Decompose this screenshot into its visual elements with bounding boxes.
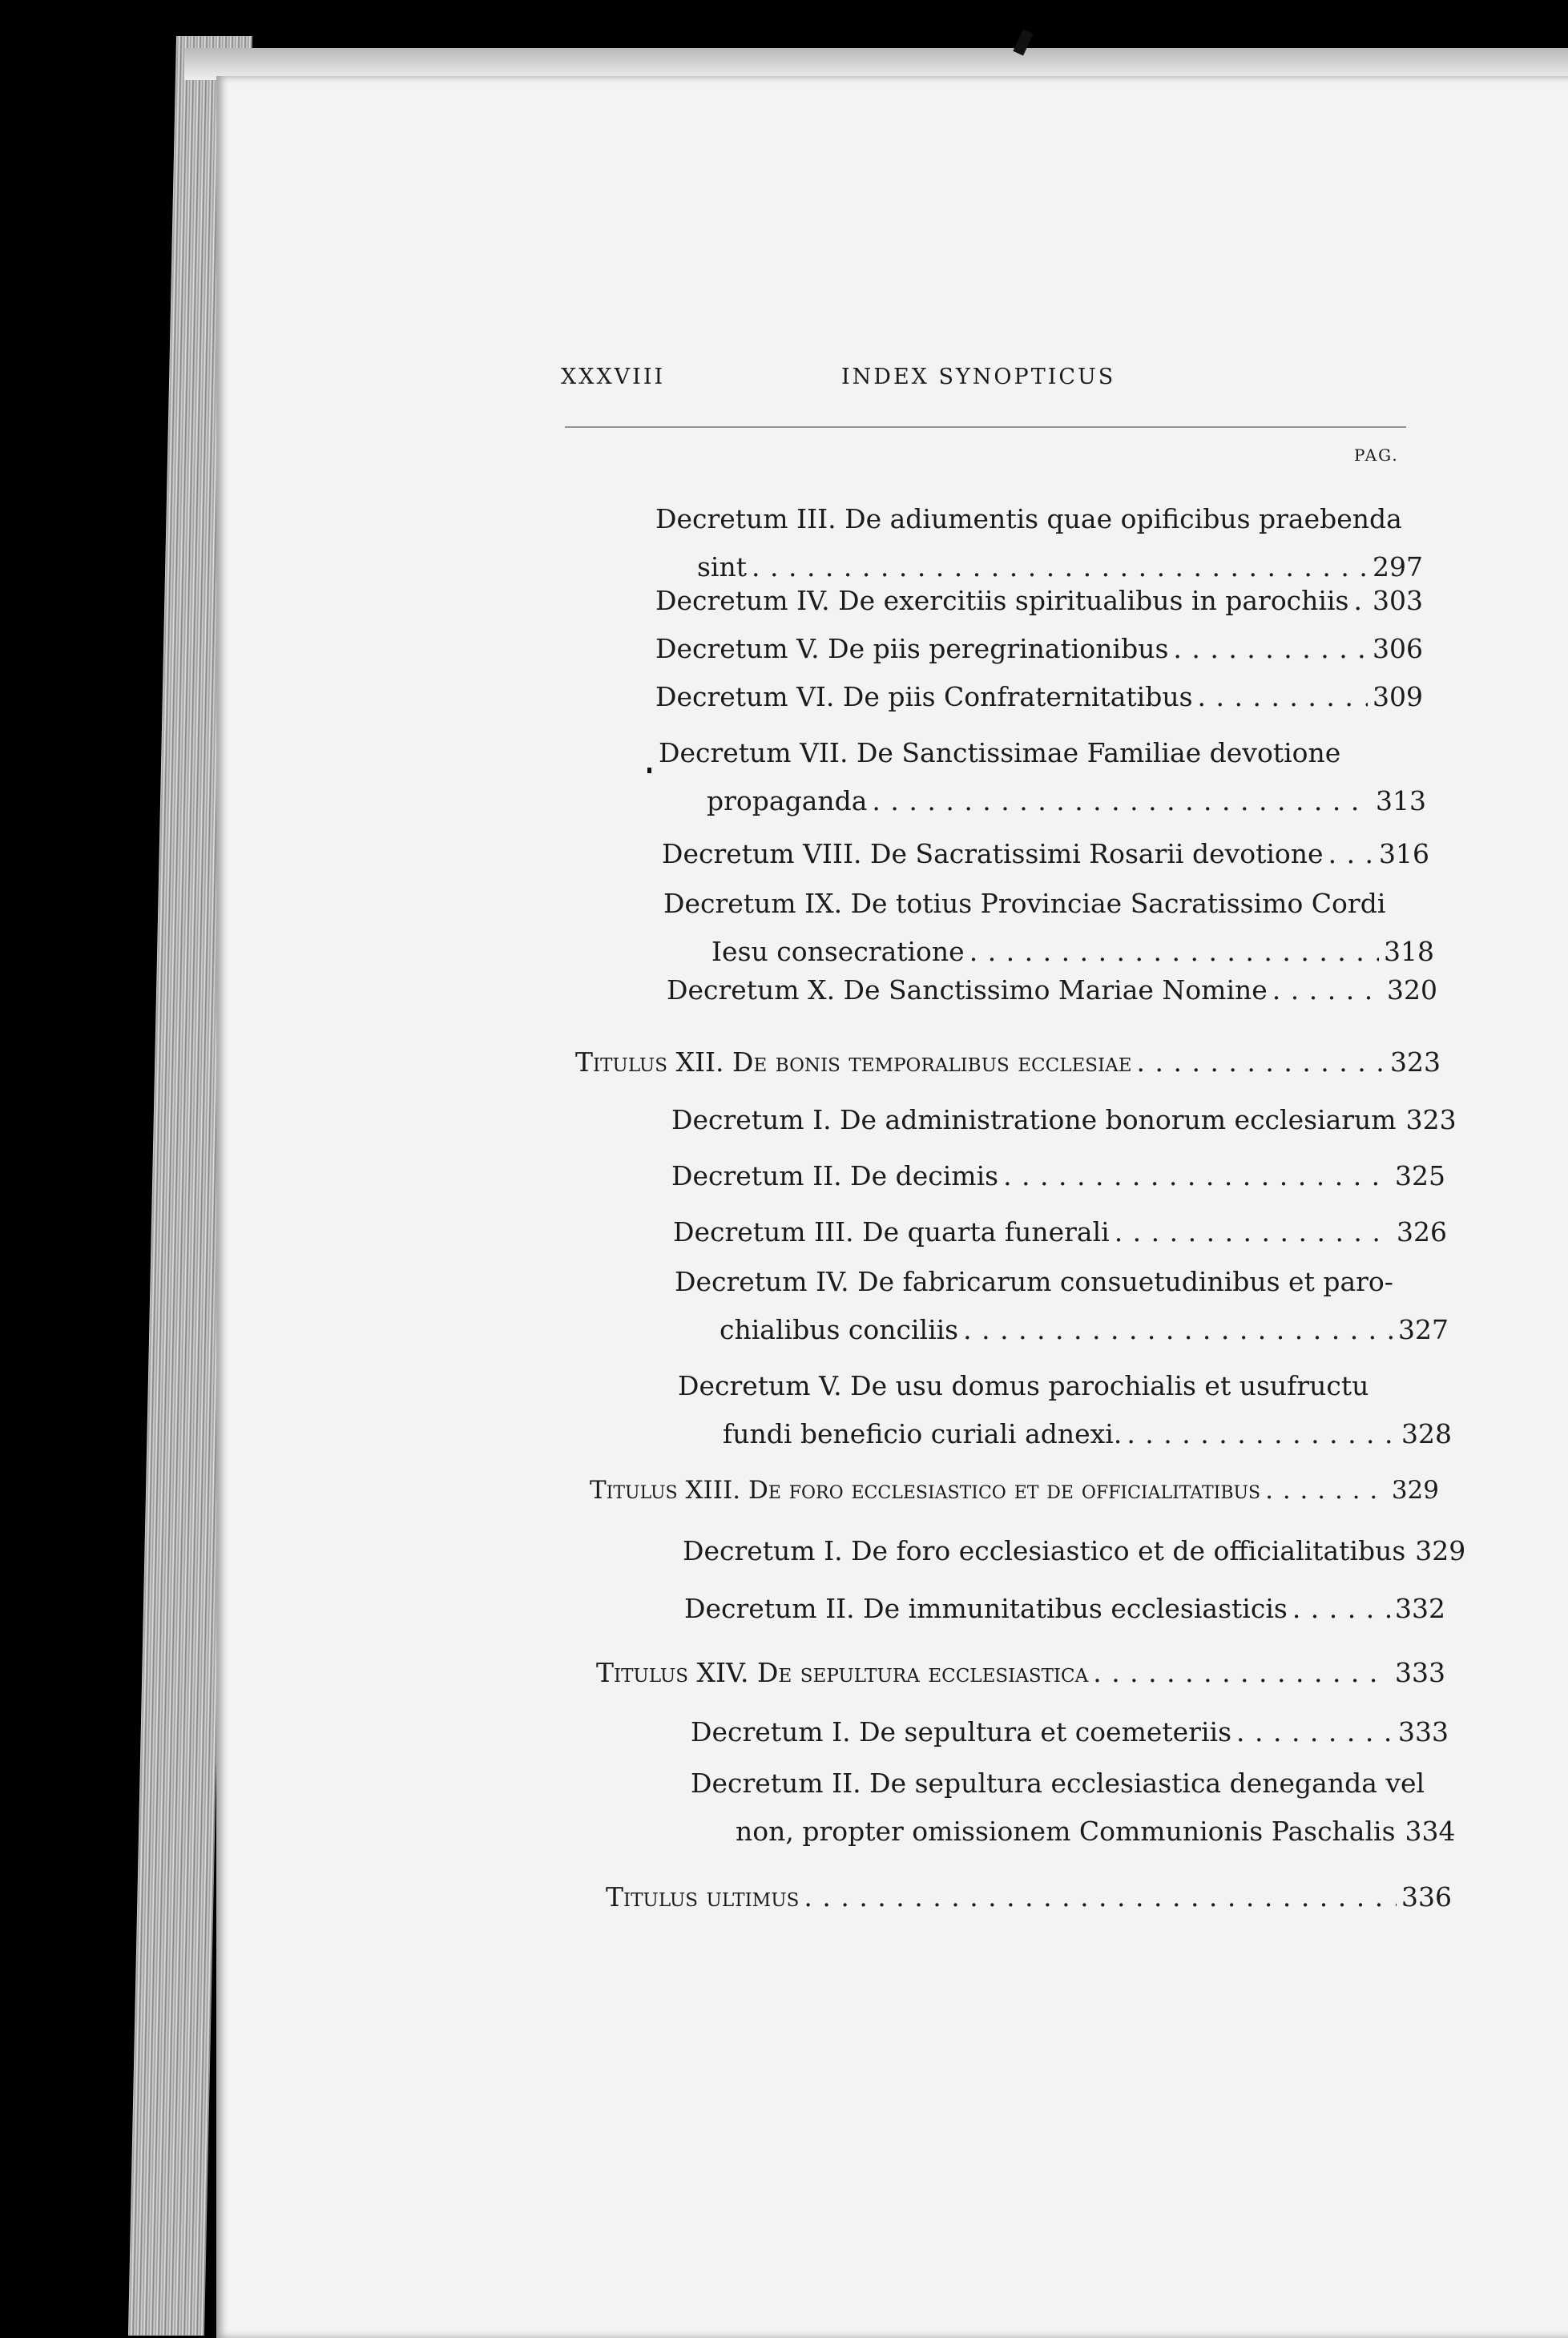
entry-page: 334 (1405, 1816, 1456, 1847)
toc-entry (691, 1760, 1456, 1856)
toc-entry (667, 966, 1437, 1014)
running-head (561, 365, 1554, 397)
entry-page: 336 (1401, 1881, 1452, 1913)
dot-leader (963, 1306, 1393, 1354)
entry-text: Titulus XII. De bonis temporalibus ecclesiae (575, 1046, 1132, 1078)
entry-text-continued: sint (697, 551, 748, 582)
toc-section-entry (596, 1649, 1445, 1697)
entry-text: Decretum I. De administratione bonorum ecclesiarum (671, 1104, 1397, 1135)
dot-leader (872, 777, 1371, 825)
entry-page: 309 (1373, 681, 1423, 712)
dot-leader (1236, 1708, 1393, 1756)
dot-leader (1003, 1152, 1390, 1200)
entry-page: 323 (1390, 1046, 1441, 1078)
entry-text-continued: Iesu consecratione (711, 936, 965, 967)
toc-entry (671, 1096, 1457, 1144)
entry-text: Decretum X. De Sanctissimo Mariae Nomine (667, 974, 1268, 1006)
dot-leader (1265, 1466, 1387, 1514)
toc-entry (691, 1708, 1449, 1756)
dot-leader (1353, 577, 1368, 625)
entry-page: 318 (1384, 936, 1434, 967)
entry-text: Decretum VII. De Sanctissimae Familiae devotione (659, 737, 1341, 768)
entry-page: 316 (1379, 838, 1429, 869)
entry-page: 326 (1397, 1216, 1447, 1248)
entry-page: 306 (1373, 633, 1423, 664)
toc-entry (655, 625, 1423, 673)
entry-text: Decretum VIII. De Sacratissimi Rosarii devotione (662, 838, 1324, 869)
entry-text: Decretum II. De decimis (671, 1160, 999, 1191)
entry-text: Decretum III. De adiumentis quae opificibus praebenda (655, 503, 1402, 534)
entry-page: 320 (1387, 974, 1437, 1006)
toc-entry (655, 577, 1423, 625)
entry-page: 333 (1398, 1716, 1449, 1747)
entry-page: 297 (1373, 551, 1423, 582)
header-rule (565, 426, 1406, 428)
toc-entry (671, 1152, 1445, 1200)
dot-leader (1272, 966, 1382, 1014)
entry-page: 323 (1405, 1104, 1457, 1135)
toc-section-entry (575, 1038, 1441, 1086)
toc-entry (673, 1208, 1447, 1256)
dot-leader (1115, 1208, 1392, 1256)
entry-text-continued: fundi beneficio curiali adnexi. (723, 1418, 1123, 1449)
entry-text: Decretum I. De foro ecclesiastico et de officialitatibus (683, 1535, 1406, 1566)
toc-entry (683, 1527, 1466, 1575)
page-number: XXXVIII (561, 365, 666, 389)
entry-page: 329 (1415, 1535, 1466, 1566)
toc-entry (659, 729, 1426, 825)
entry-text: Decretum V. De usu domus parochialis et usufructu (678, 1370, 1369, 1401)
entry-page: 332 (1395, 1593, 1445, 1624)
entry-text-continued: chialibus conciliis (720, 1314, 959, 1345)
dot-leader (804, 1873, 1397, 1921)
toc-section-entry (606, 1873, 1452, 1921)
entry-page: 333 (1395, 1657, 1445, 1688)
toc-entry (663, 880, 1434, 976)
entry-page: 313 (1376, 785, 1426, 816)
toc-entry (655, 673, 1423, 721)
dot-leader (1137, 1038, 1385, 1086)
entry-text: Decretum IV. De fabricarum consuetudinibus et paro- (675, 1266, 1393, 1297)
dot-leader (1093, 1649, 1390, 1697)
entry-page: 329 (1391, 1476, 1439, 1505)
entry-text: Decretum V. De piis peregrinationibus (655, 633, 1169, 664)
entry-text: Decretum II. De sepultura ecclesiastica deneganda vel (691, 1768, 1425, 1799)
dot-leader (1127, 1410, 1397, 1458)
column-label: PAG. (1354, 445, 1399, 465)
entry-page: 303 (1373, 585, 1423, 616)
entry-text: Titulus XIII. De foro ecclesiastico et de officialitatibus (590, 1476, 1261, 1505)
entry-page: 325 (1395, 1160, 1445, 1191)
toc-entry (662, 830, 1429, 878)
entry-page: 328 (1401, 1418, 1452, 1449)
entry-text: Decretum II. De immunitatibus ecclesiasticis (684, 1593, 1288, 1624)
toc-entry (684, 1585, 1445, 1633)
entry-text-continued: propaganda (707, 785, 868, 816)
toc-entry (678, 1362, 1452, 1458)
entry-text: Decretum I. De sepultura et coemeteriis (691, 1716, 1232, 1747)
running-title: INDEX SYNOPTICUS (841, 365, 1116, 389)
dot-leader (1292, 1585, 1390, 1633)
dot-leader (1198, 673, 1368, 721)
toc-entry (675, 1258, 1449, 1354)
entry-page: 327 (1398, 1314, 1449, 1345)
entry-text: Titulus XIV. De sepultura ecclesiastica (596, 1657, 1089, 1688)
entry-text-continued: non, propter omissionem Communionis Paschalis (736, 1816, 1396, 1847)
dot-leader (1173, 625, 1368, 673)
entry-text: Decretum IV. De exercitiis spiritualibus in parochiis (655, 585, 1349, 616)
dot-leader (1328, 830, 1374, 878)
entry-text: Titulus ultimus (606, 1881, 800, 1913)
entry-text: Decretum III. De quarta funerali (673, 1216, 1110, 1248)
toc-section-entry (590, 1466, 1439, 1514)
entry-text: Decretum IX. De totius Provinciae Sacratissimo Cordi (663, 888, 1386, 919)
entry-text: Decretum VI. De piis Confraternitatibus (655, 681, 1193, 712)
